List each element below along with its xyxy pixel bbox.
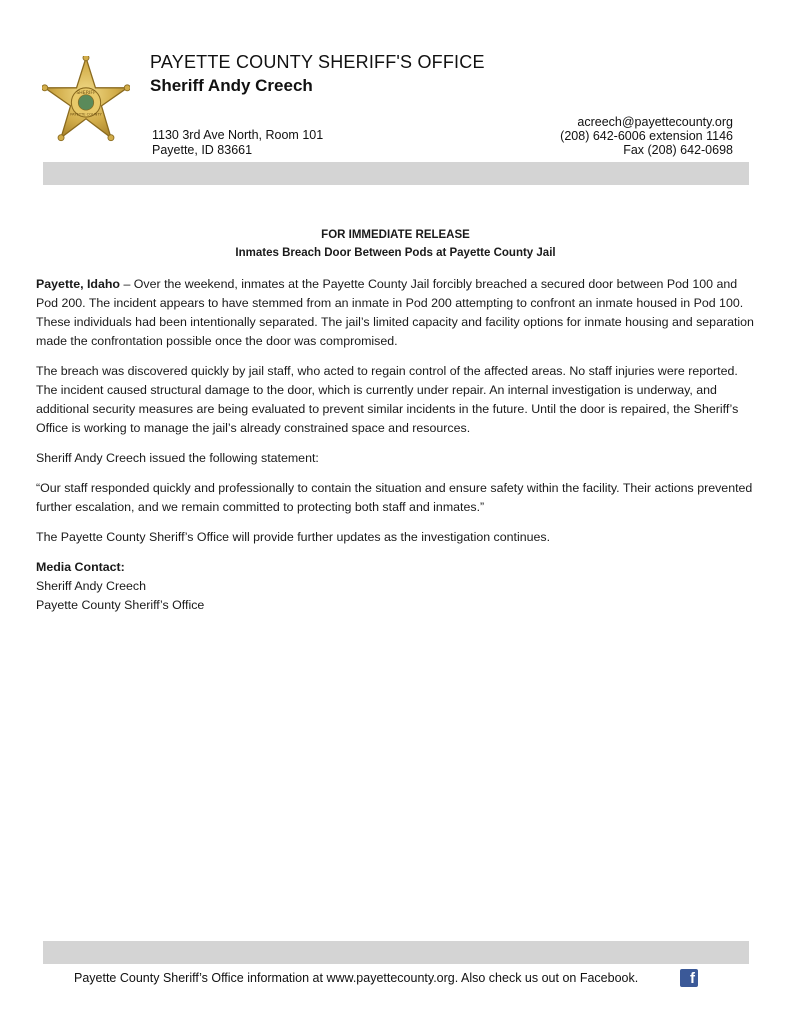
media-contact-org: Payette County Sheriff’s Office xyxy=(36,598,205,612)
header-divider-bar xyxy=(43,162,749,185)
address-line1: 1130 3rd Ave North, Room 101 xyxy=(152,128,324,142)
media-contact-name: Sheriff Andy Creech xyxy=(36,579,146,593)
badge-text-bottom: PAYETTE COUNTY xyxy=(70,112,102,117)
facebook-icon[interactable]: f xyxy=(680,969,698,987)
contact-info xyxy=(560,115,733,157)
footer-text: Payette County Sheriff’s Office information at www.payettecounty.org. Also check us out on Facebook. xyxy=(74,971,639,985)
sheriff-star-badge xyxy=(42,56,130,142)
paragraph-5: The Payette County Sheriff’s Office will provide further updates as the investigation continues. xyxy=(36,530,551,544)
paragraph-2: The breach was discovered quickly by jail staff, who acted to regain control of the affected areas. No staff injuries were reported. The incident caused structural damage to the door, which is currently under repair. An internal investigation is underway, and additional security measures are being evaluated to prevent similar incidents in the future. Until the door is repaired, the Sheriff’s Office is working to manage the jail’s already constrained space and resources. xyxy=(36,364,739,435)
dateline: Payette, Idaho xyxy=(36,277,121,291)
sheriff-quote: “Our staff responded quickly and professionally to contain the situation and ensure safety within the facility. Their actions prevented further escalation, and we remain committed to protecting both staff and inmates.” xyxy=(36,481,753,514)
release-label: FOR IMMEDIATE RELEASE xyxy=(321,229,470,241)
office-address xyxy=(152,128,323,158)
address-line2: Payette, ID 83661 xyxy=(152,143,253,157)
footer-divider-bar xyxy=(43,941,749,964)
badge-text-top: SHERIFF xyxy=(76,90,96,96)
sheriff-name: Sheriff Andy Creech xyxy=(150,76,313,95)
contact-fax: Fax (208) 642-0698 xyxy=(623,143,733,157)
release-heading xyxy=(0,226,791,262)
paragraph-1 xyxy=(36,275,758,351)
paragraph-3: Sheriff Andy Creech issued the following statement: xyxy=(36,451,319,465)
office-title: PAYETTE COUNTY SHERIFF'S OFFICE xyxy=(150,52,485,72)
paragraph-1-text: – Over the weekend, inmates at the Payette County Jail forcibly breached a secured door between Pod 100 and Pod 200. The incident appears to have stemmed from an inmate in Pod 200 attempting to confront an inmate housed in Pod 100. These individuals had been intentionally separated. The jail’s limited capacity and facility options for inmate housing and separation made the confrontation possible once the door was compromised. xyxy=(36,277,754,348)
contact-email[interactable]: acreech@payettecounty.org xyxy=(577,115,733,129)
media-contact xyxy=(36,558,758,615)
contact-phone: (208) 642-6006 extension 1146 xyxy=(560,129,733,143)
press-release-body xyxy=(36,275,758,615)
release-headline: Inmates Breach Door Between Pods at Payette County Jail xyxy=(235,247,556,259)
media-contact-label: Media Contact: xyxy=(36,560,125,574)
